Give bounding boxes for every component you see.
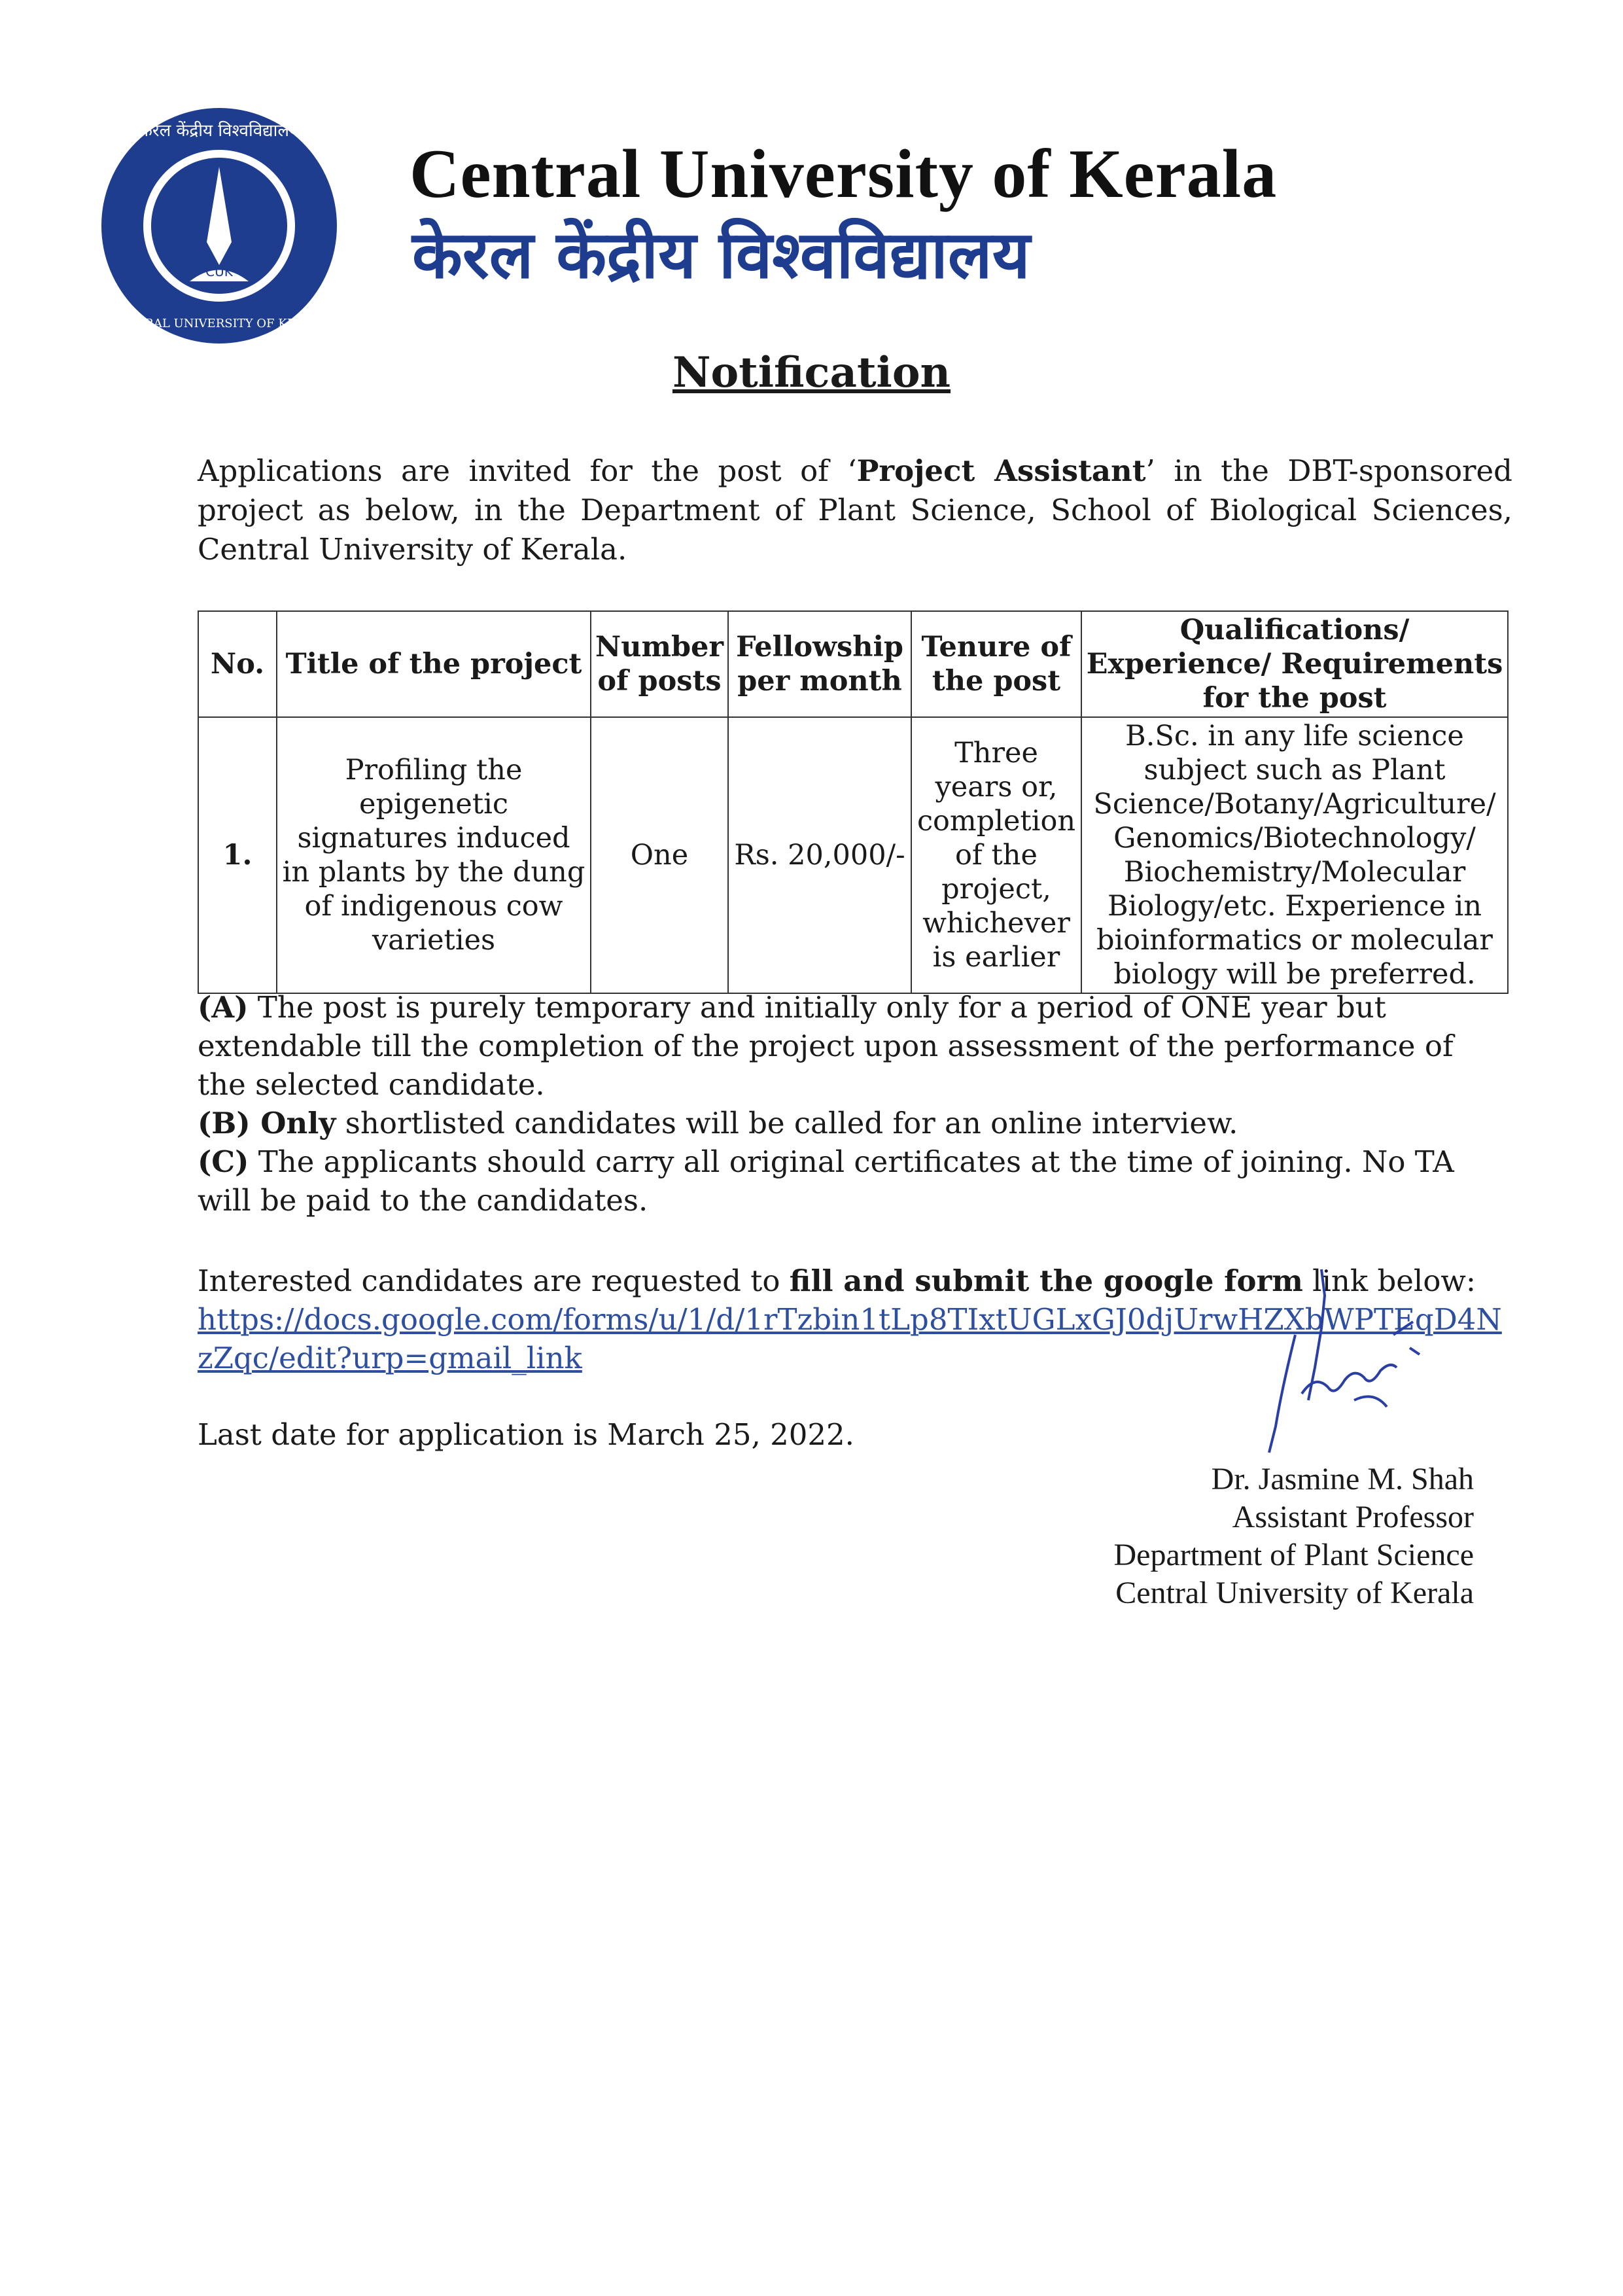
signatory-university: Central University of Kerala <box>1115 1576 1474 1610</box>
cell-fellowship: Rs. 20,000/- <box>728 717 911 993</box>
header-title: Title of the project <box>277 611 591 717</box>
note-item <box>198 1104 1480 1142</box>
note-label: (A) <box>198 990 249 1025</box>
note-label: (C) <box>198 1144 249 1179</box>
signatory-department: Department of Plant Science <box>1113 1538 1474 1572</box>
apply-text-after: link below: <box>1302 1263 1476 1298</box>
header-qualifications: Qualifications/ Experience/ Requirements for the post <box>1081 611 1508 717</box>
header-tenure: Tenure of the post <box>911 611 1081 717</box>
note-text: The applicants should carry all original certificates at the time of joining. No TA will be paid to the candidates. <box>198 1144 1454 1218</box>
table-header-row <box>198 611 1508 717</box>
signatory-name: Dr. Jasmine M. Shah <box>1211 1462 1474 1496</box>
note-item <box>198 1142 1480 1220</box>
google-form-link[interactable]: https://docs.google.com/forms/u/1/d/1rTzbin1tLp8TIxtUGLxGJ0djUrwHZXbWPTEqD4NzZqc/edit?urp=gmail_link <box>198 1302 1502 1375</box>
logo-monogram: CUK <box>205 264 233 279</box>
cell-no: 1. <box>198 717 277 993</box>
university-name-hindi: केरल केंद्रीय विश्वविद्यालय <box>412 217 1030 293</box>
intro-post-name: Project Assistant <box>856 453 1146 488</box>
header-no: No. <box>198 611 277 717</box>
handwritten-signature <box>1223 1256 1472 1472</box>
cell-tenure: Three years or, completion of the project, whichever is earlier <box>911 717 1081 993</box>
signature-block <box>1114 1460 1474 1612</box>
note-text: The post is purely temporary and initially only for a period of ONE year but extendable till the completion of the project upon assessment of the performance of the selected candidate. <box>198 990 1454 1102</box>
logo-ring-bottom-text: CENTRAL UNIVERSITY OF KERALA <box>109 317 330 330</box>
notes-list <box>198 988 1480 1220</box>
header-posts: Number of posts <box>591 611 728 717</box>
cell-qualifications: B.Sc. in any life science subject such as Plant Science/Botany/Agriculture/ Genomics/Biotechnology/ Biochemistry/Molecular Biology/etc. Experience in bioinformatics or molecular biology will be preferred. <box>1081 717 1508 993</box>
table-row <box>198 717 1508 993</box>
cell-title: Profiling the epigenetic signatures induced in plants by the dung of indigenous cow varieties <box>277 717 591 993</box>
cell-posts: One <box>591 717 728 993</box>
last-date-text: Last date for application is March 25, 2022. <box>198 1417 854 1452</box>
apply-text-before: Interested candidates are requested to <box>198 1263 790 1298</box>
header-fellowship: Fellowship per month <box>728 611 911 717</box>
intro-text-after: ’ in the DBT-sponsored project as below, in the Department of Plant Science, School of Biological Sciences, Central University of Kerala. <box>198 453 1512 567</box>
page-title: Notification <box>672 348 951 397</box>
intro-text-before: Applications are invited for the post of ‘ <box>198 453 857 488</box>
university-name-english: Central University of Kerala <box>410 135 1278 212</box>
apply-text-bold: fill and submit the google form <box>789 1263 1303 1298</box>
logo-ring-top-text: केरल केंद्रीय विश्वविद्यालय <box>139 121 300 141</box>
note-text: shortlisted candidates will be called for an online interview. <box>336 1106 1238 1140</box>
vacancy-table <box>198 610 1509 994</box>
note-label: (B) Only <box>198 1106 336 1140</box>
intro-paragraph <box>198 451 1512 569</box>
university-logo <box>98 105 340 347</box>
note-item <box>198 988 1480 1104</box>
signatory-designation: Assistant Professor <box>1232 1500 1474 1534</box>
